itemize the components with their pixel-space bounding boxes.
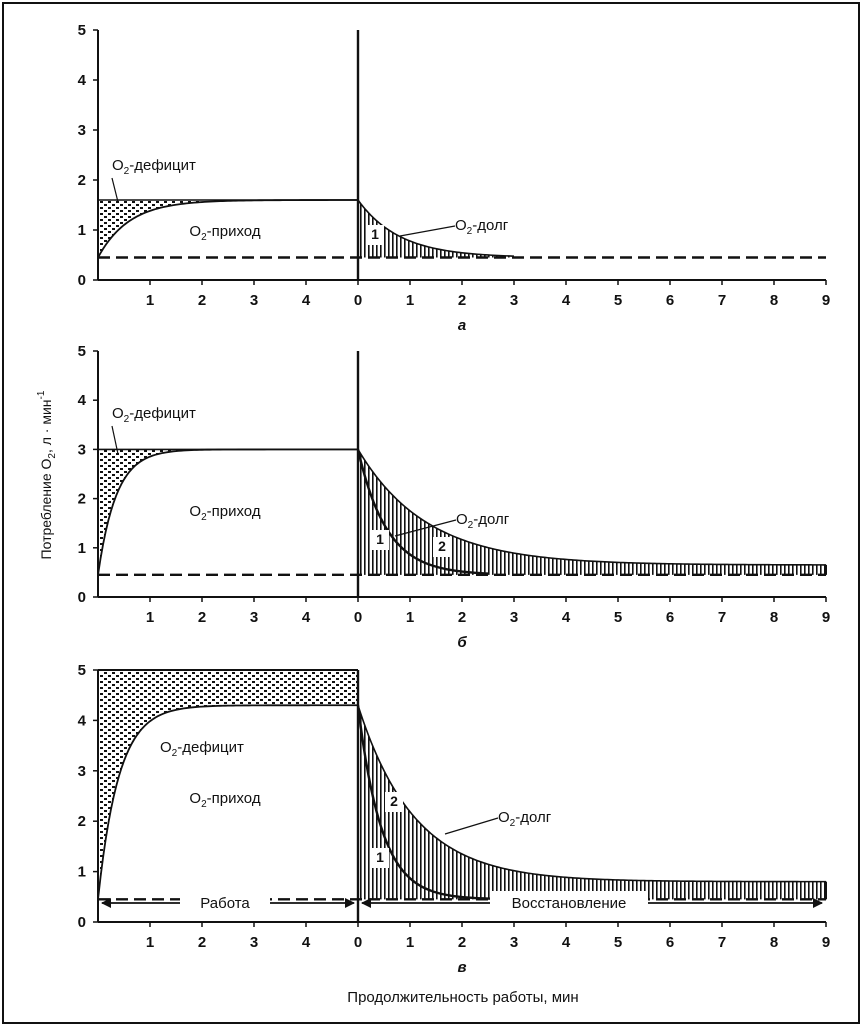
y-tick-label: 3 xyxy=(77,122,86,139)
intake-label-sub: 2 xyxy=(201,798,207,810)
marker-1: 1 xyxy=(376,531,384,547)
marker-2: 2 xyxy=(390,793,398,809)
y-axis-label-sup: -1 xyxy=(36,390,47,400)
recovery-tick-label: 1 xyxy=(405,934,415,951)
y-axis-label xyxy=(36,390,58,559)
intake-label xyxy=(189,790,260,810)
debt-label-suffix: -долг xyxy=(515,809,552,826)
y-tick-label: 0 xyxy=(77,914,86,931)
deficit-label-prefix: O xyxy=(160,739,172,756)
intake-label-sub: 2 xyxy=(201,232,207,243)
y-axis-label-mid: , л · мин xyxy=(38,399,54,454)
debt-label-sub: 2 xyxy=(466,226,473,237)
y-tick-label: 1 xyxy=(77,863,86,881)
panel-1 xyxy=(78,22,831,334)
y-tick-label: 4 xyxy=(77,392,86,410)
work-tick-label: 0 xyxy=(353,609,363,626)
debt-label-suffix: -долг xyxy=(473,511,510,528)
y-tick-label: 4 xyxy=(77,712,86,730)
y-tick-label: 3 xyxy=(77,762,86,780)
y-tick-label: 0 xyxy=(77,272,86,289)
deficit-label-sub: 2 xyxy=(123,414,130,425)
marker-1: 1 xyxy=(371,226,379,242)
work-tick-label: 0 xyxy=(353,292,363,309)
recovery-tick-label: 9 xyxy=(821,292,831,309)
work-tick-label: 1 xyxy=(145,609,155,626)
debt-pointer xyxy=(445,818,498,834)
marker-1: 1 xyxy=(376,849,384,865)
recovery-tick-label: 2 xyxy=(457,609,467,626)
y-tick-label: 2 xyxy=(77,490,86,508)
y-tick-label: 1 xyxy=(77,222,86,239)
y-tick-label: 2 xyxy=(77,172,86,189)
debt-label xyxy=(455,217,509,237)
intake-label-prefix: O xyxy=(189,223,202,240)
recovery-tick-label: 2 xyxy=(457,292,467,309)
debt-area xyxy=(358,705,826,899)
y-tick-label: 0 xyxy=(77,589,86,606)
y-axis-label-prefix: Потребление O xyxy=(38,458,54,560)
work-tick-label: 2 xyxy=(197,609,207,626)
panel-2 xyxy=(78,343,831,651)
deficit-label-suffix: -дефицит xyxy=(129,157,196,174)
marker-2: 2 xyxy=(438,538,446,554)
work-tick-label: 3 xyxy=(249,609,259,626)
y-axis-label-sub: 2 xyxy=(47,453,58,459)
intake-label xyxy=(189,503,260,523)
panel-letter: в xyxy=(457,959,467,976)
deficit-pointer xyxy=(112,178,118,202)
debt-label xyxy=(498,809,552,829)
recovery-tick-label: 3 xyxy=(509,292,519,309)
recovery-tick-label: 1 xyxy=(405,292,415,309)
work-tick-label: 2 xyxy=(197,934,207,951)
recovery-tick-label: 5 xyxy=(613,292,623,309)
y-tick-label: 5 xyxy=(77,343,86,360)
recovery-tick-label: 9 xyxy=(821,934,831,951)
y-tick-label: 4 xyxy=(77,72,86,89)
recovery-tick-label: 8 xyxy=(769,609,779,626)
work-tick-label: 2 xyxy=(197,292,207,309)
panel-letter: б xyxy=(457,634,467,651)
debt-area xyxy=(358,449,826,574)
deficit-label xyxy=(160,739,244,759)
debt-label-sub: 2 xyxy=(467,520,474,531)
debt-label xyxy=(456,511,510,531)
recovery-tick-label: 3 xyxy=(509,609,519,626)
panel-3 xyxy=(78,662,831,976)
recovery-tick-label: 8 xyxy=(769,934,779,951)
work-label: Работа xyxy=(200,895,250,912)
intake-label xyxy=(189,223,260,243)
intake-label-sub: 2 xyxy=(201,511,207,523)
work-tick-label: 1 xyxy=(145,292,155,309)
recovery-tick-label: 4 xyxy=(561,934,571,951)
deficit-label xyxy=(112,157,196,177)
intake-label-suffix: -приход xyxy=(206,502,261,520)
work-tick-label: 3 xyxy=(249,292,259,309)
y-tick-label: 5 xyxy=(77,662,86,679)
recovery-tick-label: 7 xyxy=(717,934,727,951)
debt-label-suffix: -долг xyxy=(472,217,509,234)
recovery-arrow-left xyxy=(361,898,371,908)
y-tick-label: 1 xyxy=(77,539,86,557)
recovery-tick-label: 4 xyxy=(561,609,571,626)
debt-label-prefix: O xyxy=(455,217,467,234)
work-tick-label: 4 xyxy=(301,609,311,626)
deficit-label-prefix: O xyxy=(112,157,124,174)
recovery-tick-label: 5 xyxy=(613,934,623,951)
panel-letter: а xyxy=(457,317,467,334)
y-tick-label: 2 xyxy=(77,813,86,831)
recovery-tick-label: 7 xyxy=(717,609,727,626)
work-tick-label: 1 xyxy=(145,934,155,951)
intake-label-suffix: -приход xyxy=(206,223,261,240)
work-tick-label: 4 xyxy=(301,934,311,951)
debt-label-prefix: O xyxy=(498,809,510,826)
deficit-label-suffix: -дефицит xyxy=(177,739,244,756)
work-tick-label: 0 xyxy=(353,934,363,951)
recovery-label: Восстановление xyxy=(511,895,627,912)
work-tick-label: 4 xyxy=(301,292,311,309)
recovery-tick-label: 6 xyxy=(665,609,675,626)
intake-label-prefix: O xyxy=(189,502,202,520)
debt-label-prefix: O xyxy=(456,511,468,528)
x-axis-label: Продолжительность работы, мин xyxy=(347,989,579,1006)
recovery-tick-label: 4 xyxy=(561,292,571,309)
recovery-tick-label: 3 xyxy=(509,934,519,951)
recovery-tick-label: 9 xyxy=(821,609,831,626)
y-tick-label: 5 xyxy=(77,22,86,39)
recovery-tick-label: 1 xyxy=(405,609,415,626)
deficit-label-suffix: -дефицит xyxy=(129,405,196,422)
deficit-label-prefix: O xyxy=(112,405,124,422)
recovery-tick-label: 8 xyxy=(769,292,779,309)
debt-pointer xyxy=(400,226,455,236)
recovery-tick-label: 2 xyxy=(457,934,467,951)
debt-label-sub: 2 xyxy=(509,818,516,829)
recovery-tick-label: 6 xyxy=(665,934,675,951)
recovery-tick-label: 5 xyxy=(613,609,623,626)
deficit-label-sub: 2 xyxy=(171,748,178,759)
deficit-label xyxy=(112,405,196,425)
deficit-label-sub: 2 xyxy=(123,166,130,177)
recovery-tick-label: 7 xyxy=(717,292,727,309)
intake-label-prefix: O xyxy=(189,789,202,807)
recovery-tick-label: 6 xyxy=(665,292,675,309)
intake-label-suffix: -приход xyxy=(206,789,261,807)
y-tick-label: 3 xyxy=(77,441,86,459)
work-tick-label: 3 xyxy=(249,934,259,951)
